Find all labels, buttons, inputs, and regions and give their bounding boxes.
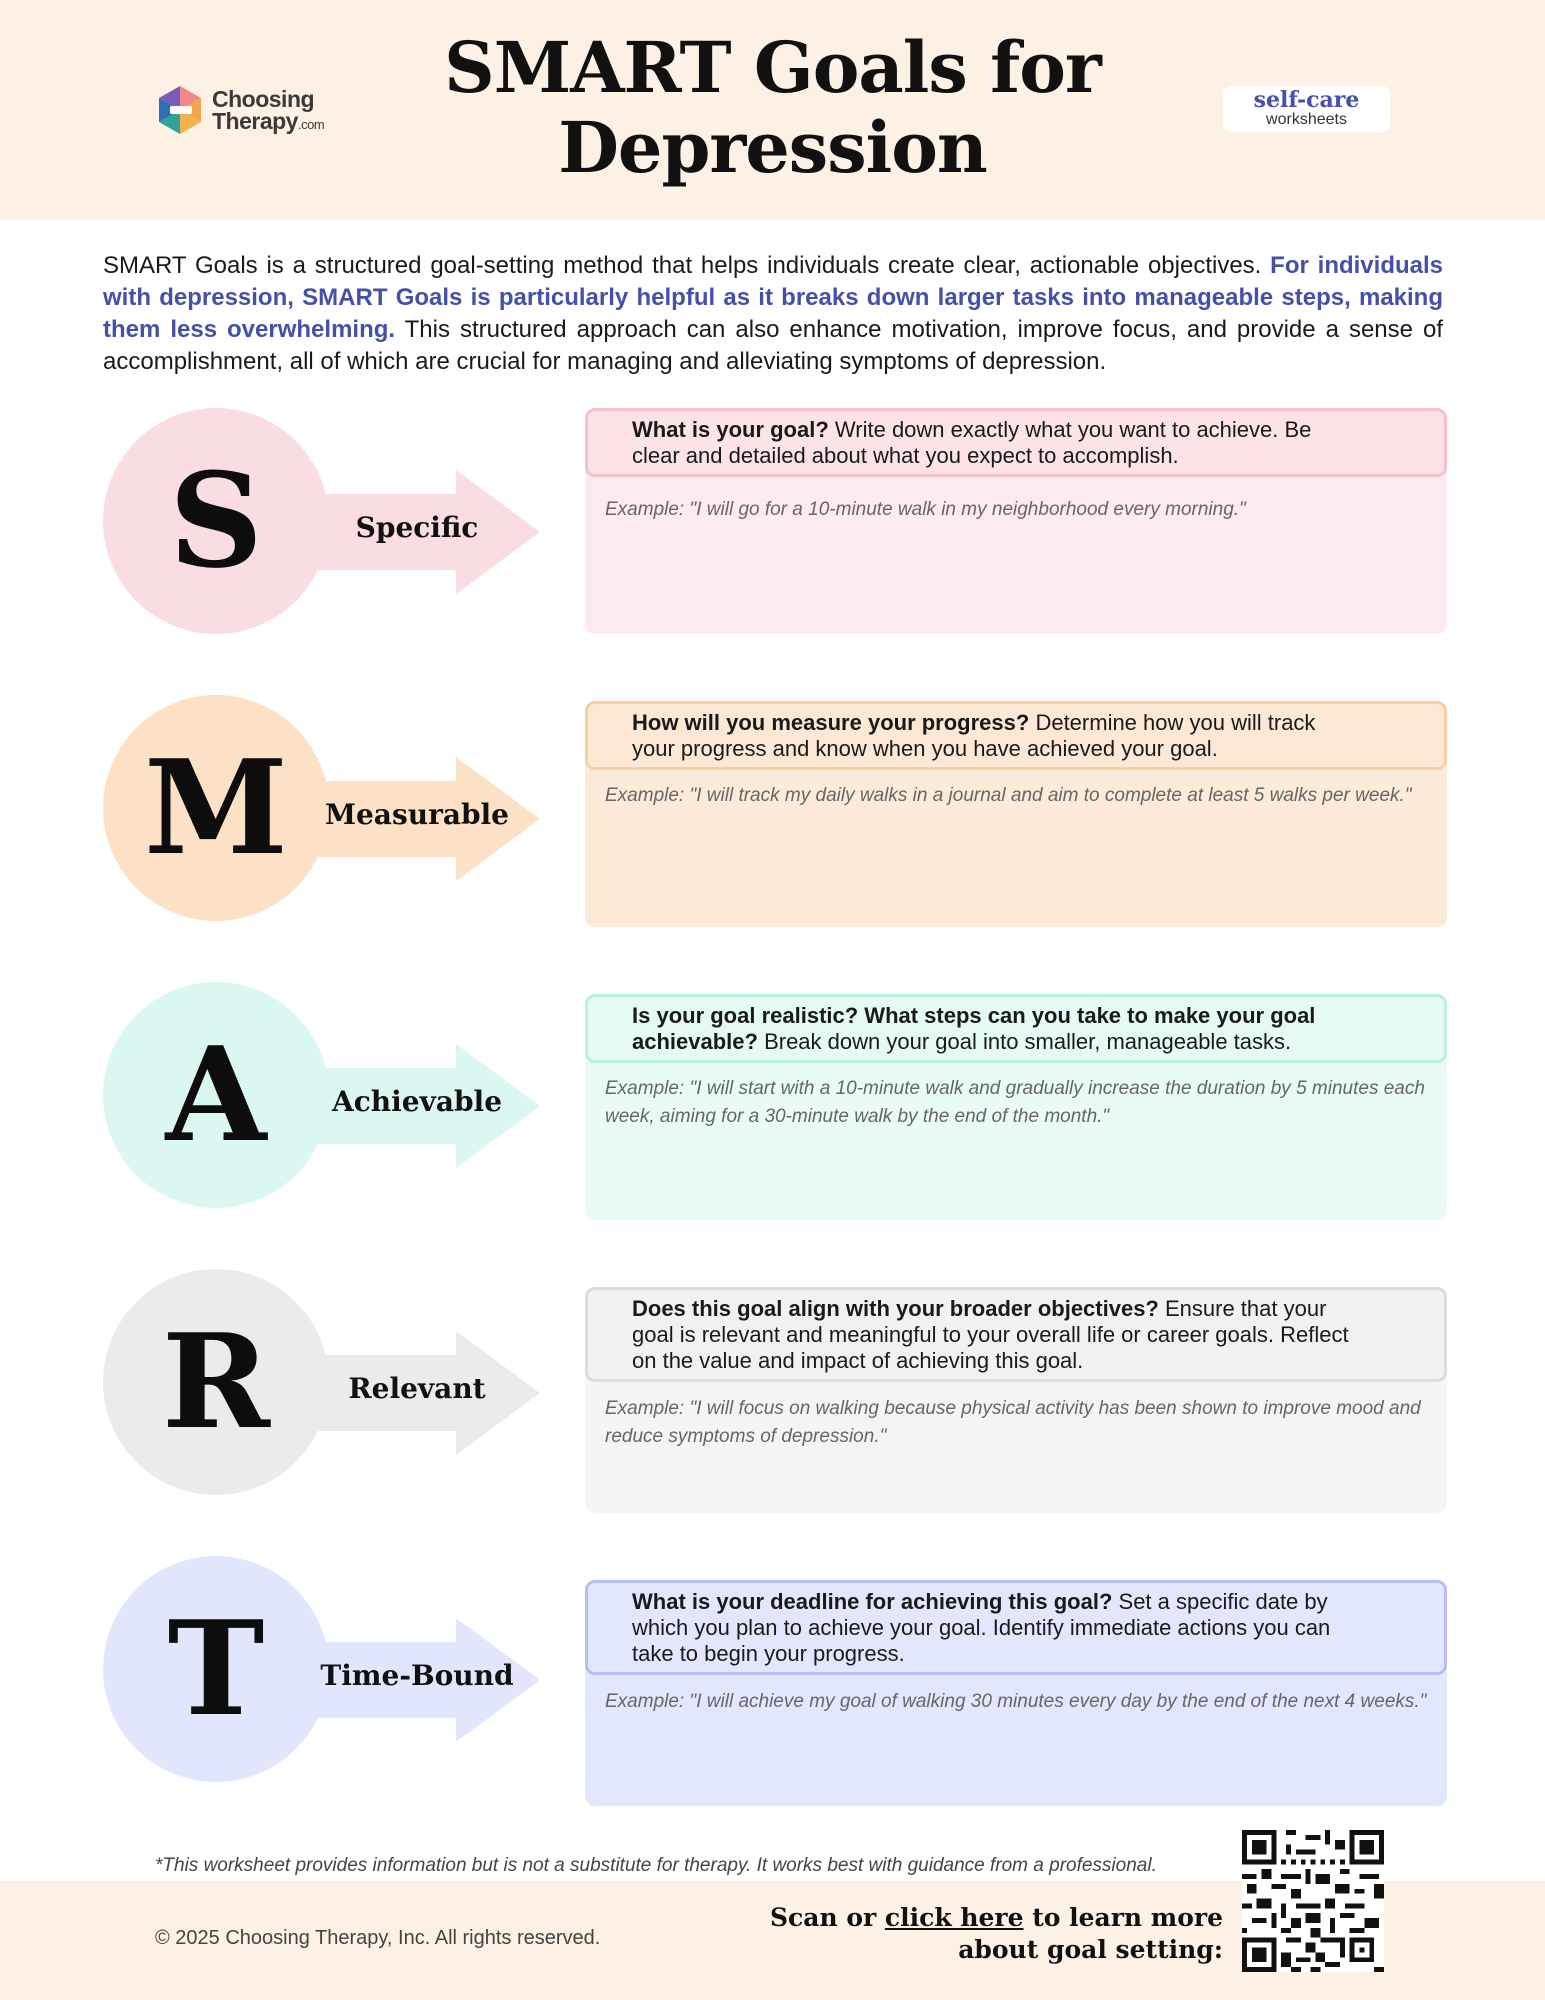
scan-prefix: Scan or xyxy=(769,1903,885,1932)
question-prompt-s: Write down exactly what you want to achieve. Be clear and detailed about what you expect to accomplish. xyxy=(632,417,1312,468)
word-specific: Specific xyxy=(355,511,479,544)
smart-row-time-bound xyxy=(0,1556,1545,1786)
click-here-link[interactable]: click here xyxy=(884,1903,1024,1932)
title-line-2: Depression xyxy=(558,106,987,189)
logo-suffix: .com xyxy=(297,117,325,132)
example-specific: Example: "I will go for a 10-minute walk in my neighborhood every morning." xyxy=(605,499,1246,520)
card-specific xyxy=(585,408,1447,634)
card-question-measurable xyxy=(585,701,1447,770)
word-achievable: Achievable xyxy=(331,1085,503,1118)
scan-call-to-action xyxy=(760,1902,1223,1966)
card-relevant xyxy=(585,1287,1447,1513)
logo-wordmark xyxy=(212,88,324,136)
letter-t: T xyxy=(167,1592,265,1745)
smart-row-specific xyxy=(0,408,1545,638)
letter-r: R xyxy=(161,1305,271,1458)
smart-row-achievable xyxy=(0,982,1545,1212)
card-question-time-bound xyxy=(585,1580,1447,1675)
logo-hexagon-icon xyxy=(154,84,206,136)
question-prompt-r: Ensure that your goal is relevant and meaningful to your overall life or career goals. Reflect on the value and impact of achieving this goal. xyxy=(632,1296,1349,1373)
header-band xyxy=(0,0,1545,220)
intro-paragraph xyxy=(103,250,1443,378)
card-measurable xyxy=(585,701,1447,927)
letter-a: A xyxy=(165,1018,267,1171)
scan-line-2: about goal setting: xyxy=(958,1935,1223,1964)
card-question-specific xyxy=(585,408,1447,477)
card-achievable xyxy=(585,994,1447,1220)
example-measurable: Example: "I will track my daily walks in a journal and aim to complete at least 5 walks per week." xyxy=(605,785,1412,806)
example-achievable: Example: "I will start with a 10-minute walk and gradually increase the duration by 5 minutes each week, aiming for a 30-minute walk by the end of the month." xyxy=(605,1078,1425,1127)
question-prompt-m: Determine how you will track your progress and know when you have achieved your goal. xyxy=(632,710,1316,761)
intro-highlight: For individuals with depression, SMART Goals is particularly helpful as it breaks down larger tasks into manageable steps, making them less overwhelming. xyxy=(103,252,1444,343)
intro-text-2: This structured approach can also enhance motivation, improve focus, and provide a sense of accomplishment, all of which are crucial for managing and alleviating symptoms of depression. xyxy=(103,316,1443,375)
choosing-therapy-logo[interactable] xyxy=(154,84,354,140)
question-bold-t: What is your deadline for achieving this goal? xyxy=(632,1589,1113,1614)
question-bold-a: Is your goal realistic? What steps can you take to make your goal achievable? xyxy=(632,1003,1316,1054)
letter-m: M xyxy=(144,731,288,884)
card-question-achievable xyxy=(585,994,1447,1063)
smart-row-measurable xyxy=(0,695,1545,925)
letter-s: S xyxy=(169,444,263,597)
question-bold-r: Does this goal align with your broader objectives? xyxy=(632,1296,1159,1321)
word-measurable: Measurable xyxy=(325,798,509,831)
word-time-bound: Time-Bound xyxy=(320,1659,514,1692)
example-time-bound: Example: "I will achieve my goal of walking 30 minutes every day by the end of the next 4 weeks." xyxy=(605,1691,1427,1712)
question-prompt-a: Break down your goal into smaller, manageable tasks. xyxy=(757,1029,1292,1054)
smart-row-relevant xyxy=(0,1269,1545,1499)
scan-suffix: to learn more xyxy=(1023,1903,1223,1932)
self-care-worksheets-badge xyxy=(1223,86,1390,132)
question-bold-m: How will you measure your progress? xyxy=(632,710,1030,735)
page-title xyxy=(380,28,1165,188)
question-bold-s: What is your goal? xyxy=(632,417,829,442)
qr-code-icon[interactable] xyxy=(1242,1830,1384,1972)
badge-top-text: self-care xyxy=(1253,87,1360,113)
title-line-1: SMART Goals for xyxy=(444,26,1101,109)
example-relevant: Example: "I will focus on walking because physical activity has been shown to improve mood and reduce symptoms of depression." xyxy=(605,1398,1421,1447)
card-question-relevant xyxy=(585,1287,1447,1382)
logo-line-2: Therapy xyxy=(212,108,298,134)
card-time-bound xyxy=(585,1580,1447,1806)
word-relevant: Relevant xyxy=(348,1372,486,1405)
logo-line-1: Choosing xyxy=(212,86,315,112)
copyright-text: © 2025 Choosing Therapy, Inc. All rights reserved. xyxy=(155,1927,601,1949)
intro-text-1: SMART Goals is a structured goal-setting method that helps individuals create clear, actionable objectives. xyxy=(103,252,1271,279)
disclaimer-text: *This worksheet provides information but is not a substitute for therapy. It works best with guidance from a professional. xyxy=(155,1855,1157,1876)
question-prompt-t: Set a specific date by which you plan to achieve your goal. Identify immediate actions you can take to begin your progress. xyxy=(632,1589,1331,1666)
badge-bottom-text: worksheets xyxy=(1266,111,1347,128)
